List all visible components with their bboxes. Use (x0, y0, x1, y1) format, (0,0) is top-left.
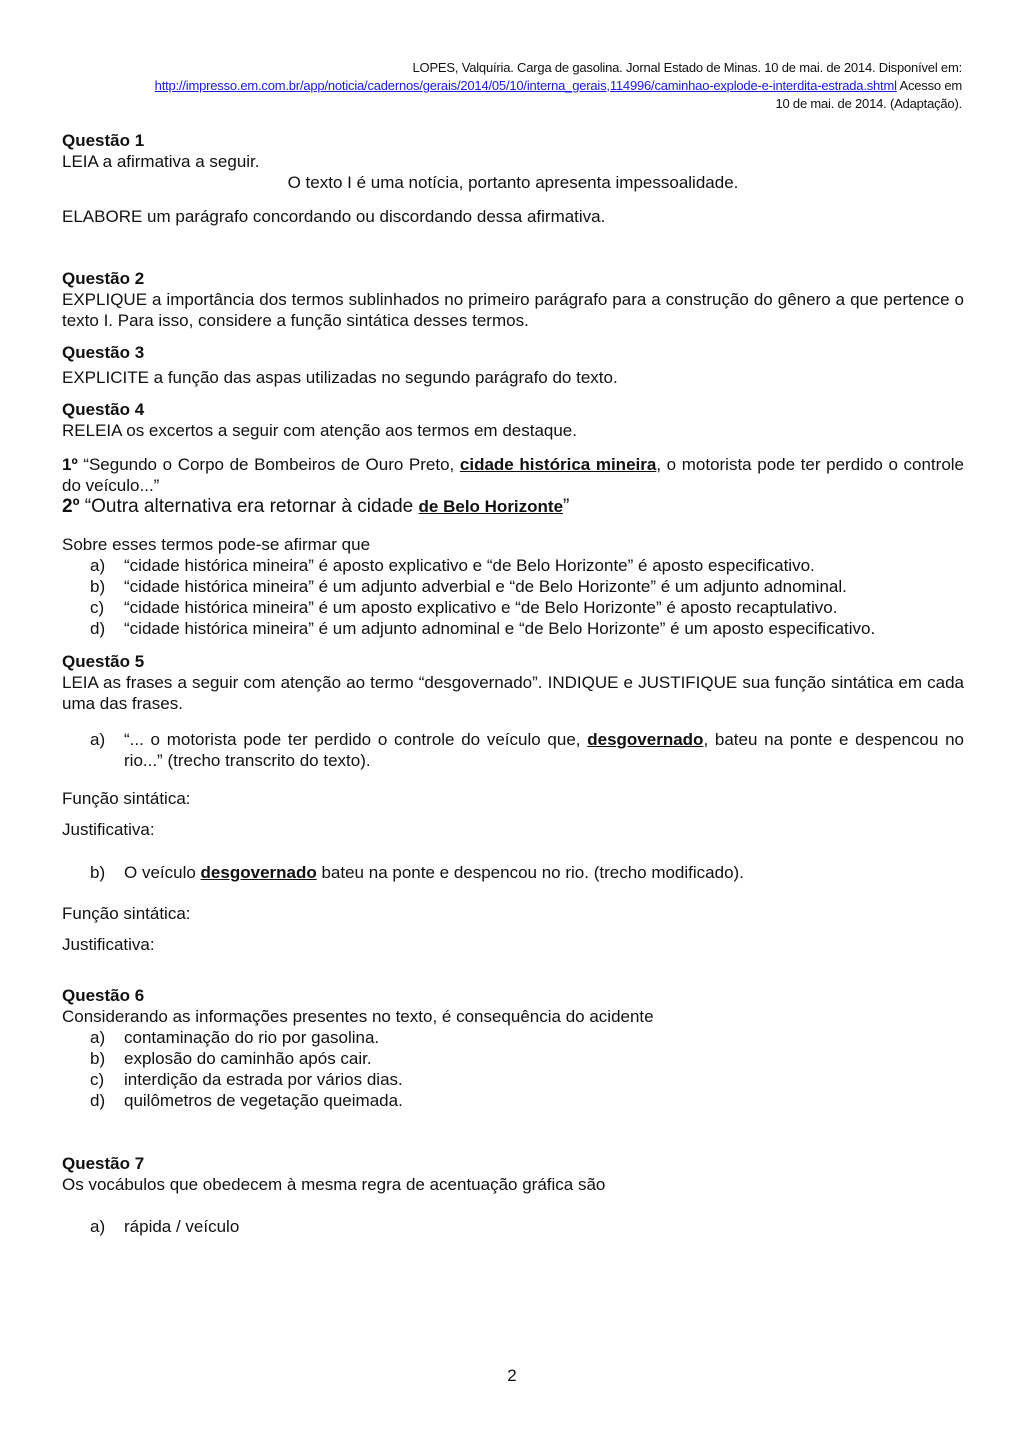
excerpt-1-post: , o motorista pode ter perdido o controle do veículo...” (62, 455, 965, 495)
sentence-a-post: , bateu na ponte e despencou no rio...” (trecho transcrito do texto). (124, 730, 964, 770)
question-1 (62, 130, 964, 227)
option-text: “cidade histórica mineira” é aposto explicativo e “de Belo Horizonte” é aposto especificativo. (124, 556, 815, 575)
question-6-stem: Considerando as informações presentes no texto, é consequência do acidente (62, 1007, 654, 1026)
question-4-options (62, 555, 964, 639)
question-6-option-b[interactable] (62, 1048, 964, 1069)
question-1-title: Questão 1 (62, 131, 145, 150)
option-text: interdição da estrada por vários dias. (124, 1070, 403, 1089)
bibliographic-reference (62, 59, 962, 113)
item-label: b) (90, 863, 106, 882)
question-3-text: EXPLICITE a função das aspas utilizadas no segundo parágrafo do texto. (62, 368, 618, 387)
question-4-excerpt-1 (62, 454, 964, 496)
sentence-a-pre: “... o motorista pode ter perdido o controle do veículo que, (124, 730, 588, 749)
question-6-option-d[interactable] (62, 1090, 964, 1111)
excerpt-1-term: cidade histórica mineira (459, 455, 657, 474)
questions-body (62, 130, 964, 1237)
page-number: 2 (507, 1366, 517, 1385)
excerpt-2-term: de Belo Horizonte (418, 497, 564, 516)
question-3-title: Questão 3 (62, 343, 145, 362)
sentence-a-term: desgovernado (587, 730, 704, 749)
question-5 (62, 651, 964, 955)
question-5-b-justificativa: Justificativa: (62, 935, 155, 954)
excerpt-2-post: ” (563, 496, 570, 517)
question-4-excerpt-2 (62, 496, 964, 518)
question-7-title: Questão 7 (62, 1154, 145, 1173)
question-4-option-c[interactable] (62, 597, 964, 618)
question-4-intro: RELEIA os excertos a seguir com atenção aos termos em destaque. (62, 421, 577, 440)
question-5-b-funcao: Função sintática: (62, 904, 191, 923)
option-label: c) (90, 598, 105, 617)
excerpt-1-pre: “Segundo o Corpo de Bombeiros de Ouro Preto, (77, 455, 460, 474)
reference-line-3: 10 de mai. de 2014. (Adaptação). (775, 96, 962, 111)
question-5-item-a (62, 729, 964, 771)
option-text: explosão do caminhão após cair. (124, 1049, 372, 1068)
excerpt-1-number: 1º (62, 455, 78, 474)
question-1-intro: LEIA a afirmativa a seguir. (62, 152, 260, 171)
question-4-option-d[interactable] (62, 618, 964, 639)
sentence-b-term: desgovernado (200, 863, 317, 882)
question-5-a-funcao: Função sintática: (62, 789, 191, 808)
question-7-stem: Os vocábulos que obedecem à mesma regra de acentuação gráfica são (62, 1175, 606, 1194)
question-2 (62, 268, 964, 331)
question-5-sentence-a (62, 729, 964, 771)
question-7-options (62, 1216, 964, 1237)
question-1-task: ELABORE um parágrafo concordando ou discordando dessa afirmativa. (62, 207, 606, 226)
option-label: b) (90, 577, 106, 596)
question-4 (62, 399, 964, 639)
option-text: contaminação do rio por gasolina. (124, 1028, 380, 1047)
option-label: a) (90, 556, 106, 575)
excerpt-2-number: 2º (62, 496, 80, 517)
excerpt-2-pre: “Outra alternativa era retornar à cidade (79, 496, 419, 517)
question-5-title: Questão 5 (62, 652, 145, 671)
option-label: a) (90, 1028, 106, 1047)
question-6-options (62, 1027, 964, 1111)
question-7-option-a[interactable] (62, 1216, 964, 1237)
option-label: b) (90, 1049, 106, 1068)
reference-access-text: Acesso em (896, 78, 962, 93)
option-label: c) (90, 1070, 105, 1089)
option-text: “cidade histórica mineira” é um adjunto adverbial e “de Belo Horizonte” é um adjunto adnominal. (124, 577, 847, 596)
question-5-sentence-b (62, 862, 964, 883)
question-2-text: EXPLIQUE a importância dos termos sublinhados no primeiro parágrafo para a construção do gênero a que pertence o texto I. Para isso, considere a função sintática desses termos. (62, 290, 964, 330)
question-4-option-a[interactable] (62, 555, 964, 576)
question-4-stem: Sobre esses termos pode-se afirmar que (62, 535, 371, 554)
question-5-a-justificativa: Justificativa: (62, 820, 155, 839)
question-3 (62, 342, 964, 388)
option-text: rápida / veículo (124, 1217, 240, 1236)
reference-line-2 (62, 77, 962, 95)
option-text: quilômetros de vegetação queimada. (124, 1091, 403, 1110)
option-label: d) (90, 619, 106, 638)
reference-link[interactable]: http://impresso.em.com.br/app/noticia/cadernos/gerais/2014/05/10/interna_gerais,114996/caminhao-explode-e-interdita-estrada.shtml (154, 78, 897, 93)
question-5-text: LEIA as frases a seguir com atenção ao termo “desgovernado”. INDIQUE e JUSTIFIQUE sua função sintática em cada uma das frases. (62, 673, 964, 713)
question-2-title: Questão 2 (62, 269, 145, 288)
question-4-option-b[interactable] (62, 576, 964, 597)
question-7 (62, 1153, 964, 1237)
sentence-b-post: bateu na ponte e despencou no rio. (trecho modificado). (316, 863, 744, 882)
question-6 (62, 985, 964, 1111)
option-text: “cidade histórica mineira” é um adjunto adnominal e “de Belo Horizonte” é um aposto especificativo. (124, 619, 876, 638)
reference-line-1: LOPES, Valquíria. Carga de gasolina. Jornal Estado de Minas. 10 de mai. de 2014. Disponível em: (412, 60, 962, 75)
option-label: a) (90, 1217, 106, 1236)
question-4-title: Questão 4 (62, 400, 145, 419)
item-label: a) (90, 730, 106, 749)
option-label: d) (90, 1091, 106, 1110)
question-5-item-b (62, 862, 964, 883)
question-1-statement: O texto I é uma notícia, portanto apresenta impessoalidade. (287, 173, 739, 192)
sentence-b-pre: O veículo (124, 863, 201, 882)
question-6-option-c[interactable] (62, 1069, 964, 1090)
question-6-title: Questão 6 (62, 986, 145, 1005)
question-6-option-a[interactable] (62, 1027, 964, 1048)
option-text: “cidade histórica mineira” é um aposto explicativo e “de Belo Horizonte” é aposto recaptulativo. (124, 598, 838, 617)
